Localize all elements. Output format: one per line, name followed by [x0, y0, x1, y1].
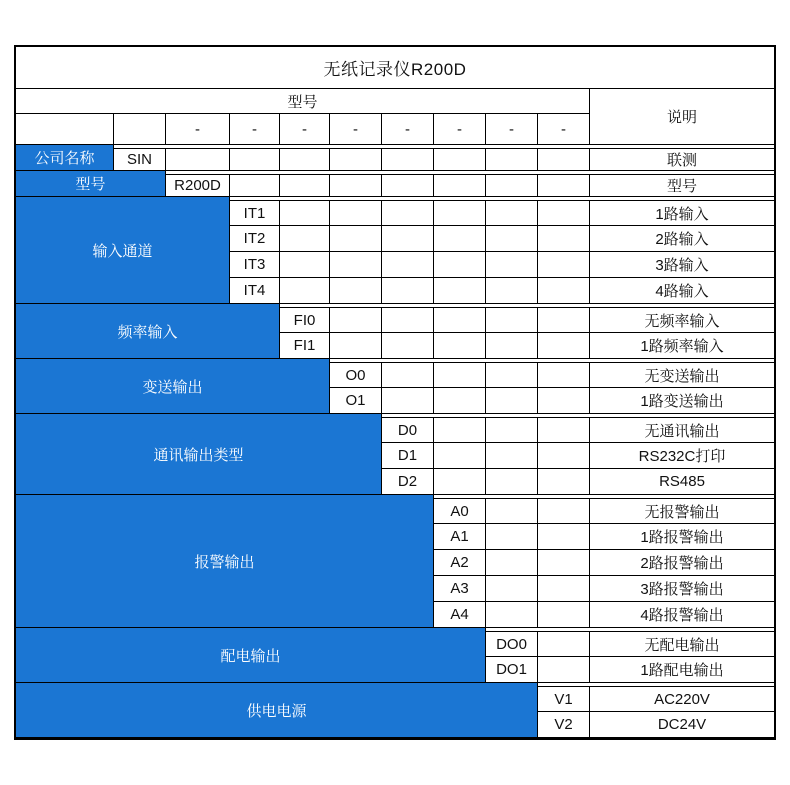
- category-label: 型号: [16, 171, 166, 197]
- description-cell: 联测: [590, 148, 774, 171]
- category-label: 供电电源: [16, 683, 538, 738]
- description-cell: 1路频率输入: [590, 333, 774, 359]
- table-row: [280, 307, 774, 333]
- empty-cell: [434, 226, 486, 252]
- empty-cell: [382, 174, 434, 197]
- empty-cell: [280, 278, 330, 304]
- empty-cell: [434, 200, 486, 226]
- empty-cell: [486, 524, 538, 550]
- empty-cell: [486, 550, 538, 576]
- code-cell: FI1: [280, 333, 330, 359]
- empty-cell: [538, 602, 590, 628]
- empty-cell: [538, 174, 590, 197]
- table-row: [434, 524, 774, 550]
- category-label: 变送输出: [16, 359, 330, 414]
- description-cell: 2路输入: [590, 226, 774, 252]
- description-cell: 4路输入: [590, 278, 774, 304]
- empty-cell: [486, 443, 538, 469]
- empty-cell: [330, 252, 382, 278]
- code-cell: A1: [434, 524, 486, 550]
- table-row: [230, 200, 774, 226]
- empty-cell: [538, 657, 590, 683]
- table-row: [486, 657, 774, 683]
- code-cell: IT3: [230, 252, 280, 278]
- dash-cell: -: [434, 114, 486, 145]
- code-cell: IT4: [230, 278, 280, 304]
- empty-cell: [280, 252, 330, 278]
- empty-cell: [538, 388, 590, 414]
- code-cell: DO1: [486, 657, 538, 683]
- table-row: [434, 550, 774, 576]
- empty-cell: [538, 550, 590, 576]
- model-header: 型号: [16, 89, 590, 114]
- section-rows: [280, 307, 774, 359]
- code-cell: O0: [330, 362, 382, 388]
- section-6: [16, 498, 774, 628]
- empty-cell: [486, 333, 538, 359]
- empty-cell: [280, 226, 330, 252]
- table-row: [486, 631, 774, 657]
- code-cell: V1: [538, 686, 590, 712]
- empty-cell: [280, 200, 330, 226]
- category-label: 输入通道: [16, 197, 230, 304]
- empty-cell: [434, 443, 486, 469]
- dash-cell: -: [166, 114, 230, 145]
- description-cell: 无变送输出: [590, 362, 774, 388]
- code-cell: R200D: [166, 174, 230, 197]
- description-cell: 1路输入: [590, 200, 774, 226]
- description-cell: 无配电输出: [590, 631, 774, 657]
- empty-cell: [538, 333, 590, 359]
- description-cell: 1路变送输出: [590, 388, 774, 414]
- description-cell: 无频率输入: [590, 307, 774, 333]
- sections: [16, 148, 774, 738]
- blank-header-cell: [16, 114, 114, 145]
- empty-cell: [434, 307, 486, 333]
- code-cell: D2: [382, 469, 434, 495]
- empty-cell: [538, 307, 590, 333]
- empty-cell: [434, 148, 486, 171]
- section-rows: [382, 417, 774, 495]
- section-rows: [434, 498, 774, 628]
- empty-cell: [486, 148, 538, 171]
- empty-cell: [382, 226, 434, 252]
- code-cell: O1: [330, 388, 382, 414]
- code-cell: A0: [434, 498, 486, 524]
- code-cell: SIN: [114, 148, 166, 171]
- header-block: [16, 89, 774, 145]
- empty-cell: [330, 148, 382, 171]
- description-cell: 4路报警输出: [590, 602, 774, 628]
- empty-cell: [538, 443, 590, 469]
- empty-cell: [538, 200, 590, 226]
- dash-cell: -: [330, 114, 382, 145]
- section-1: [16, 174, 774, 197]
- dash-cell: -: [486, 114, 538, 145]
- empty-cell: [434, 388, 486, 414]
- empty-cell: [434, 469, 486, 495]
- blank-header-cell: [114, 114, 166, 145]
- section-rows: [230, 200, 774, 304]
- category-label: 配电输出: [16, 628, 486, 683]
- code-cell: D0: [382, 417, 434, 443]
- empty-cell: [330, 333, 382, 359]
- empty-cell: [538, 469, 590, 495]
- table-row: [114, 148, 774, 171]
- empty-cell: [434, 252, 486, 278]
- dash-cell: -: [382, 114, 434, 145]
- empty-cell: [538, 417, 590, 443]
- code-cell: DO0: [486, 631, 538, 657]
- empty-cell: [538, 631, 590, 657]
- description-cell: 3路报警输出: [590, 576, 774, 602]
- empty-cell: [434, 362, 486, 388]
- category-label: 公司名称: [16, 145, 114, 171]
- description-cell: AC220V: [590, 686, 774, 712]
- section-rows: [330, 362, 774, 414]
- empty-cell: [280, 174, 330, 197]
- section-4: [16, 362, 774, 414]
- description-cell: 3路输入: [590, 252, 774, 278]
- empty-cell: [486, 252, 538, 278]
- empty-cell: [382, 333, 434, 359]
- code-cell: FI0: [280, 307, 330, 333]
- table-row: [434, 602, 774, 628]
- dash-cell: -: [230, 114, 280, 145]
- section-0: [16, 148, 774, 171]
- empty-cell: [486, 602, 538, 628]
- empty-cell: [486, 576, 538, 602]
- code-cell: A2: [434, 550, 486, 576]
- empty-cell: [330, 200, 382, 226]
- empty-cell: [166, 148, 230, 171]
- section-rows: [538, 686, 774, 738]
- empty-cell: [330, 307, 382, 333]
- table-row: [434, 498, 774, 524]
- code-cell: D1: [382, 443, 434, 469]
- empty-cell: [538, 362, 590, 388]
- empty-cell: [538, 226, 590, 252]
- section-8: [16, 686, 774, 738]
- description-cell: DC24V: [590, 712, 774, 738]
- table-row: [538, 686, 774, 712]
- empty-cell: [486, 388, 538, 414]
- empty-cell: [486, 226, 538, 252]
- empty-cell: [382, 148, 434, 171]
- empty-cell: [330, 226, 382, 252]
- code-cell: IT2: [230, 226, 280, 252]
- spec-table: [14, 45, 776, 740]
- empty-cell: [434, 417, 486, 443]
- code-cell: IT1: [230, 200, 280, 226]
- table-row: [280, 333, 774, 359]
- code-cell: A3: [434, 576, 486, 602]
- table-row: [538, 712, 774, 738]
- empty-cell: [486, 417, 538, 443]
- section-3: [16, 307, 774, 359]
- empty-cell: [486, 307, 538, 333]
- table-row: [382, 443, 774, 469]
- table-row: [434, 576, 774, 602]
- description-cell: 无报警输出: [590, 498, 774, 524]
- empty-cell: [538, 498, 590, 524]
- empty-cell: [382, 388, 434, 414]
- empty-cell: [382, 362, 434, 388]
- empty-cell: [330, 278, 382, 304]
- empty-cell: [434, 333, 486, 359]
- empty-cell: [486, 469, 538, 495]
- empty-cell: [382, 278, 434, 304]
- dash-cell: -: [280, 114, 330, 145]
- code-cell: A4: [434, 602, 486, 628]
- section-rows: [114, 148, 774, 171]
- empty-cell: [538, 576, 590, 602]
- table-row: [230, 278, 774, 304]
- table-row: [230, 226, 774, 252]
- description-cell: 型号: [590, 174, 774, 197]
- empty-cell: [434, 174, 486, 197]
- empty-cell: [538, 278, 590, 304]
- section-5: [16, 417, 774, 495]
- table-row: [330, 362, 774, 388]
- dash-cell: -: [538, 114, 590, 145]
- table-row: [166, 174, 774, 197]
- category-label: 频率输入: [16, 304, 280, 359]
- description-cell: 2路报警输出: [590, 550, 774, 576]
- description-cell: RS232C打印: [590, 443, 774, 469]
- empty-cell: [230, 174, 280, 197]
- description-cell: 无通讯输出: [590, 417, 774, 443]
- dash-row: [16, 114, 590, 145]
- table-row: [382, 469, 774, 495]
- table-row: [230, 252, 774, 278]
- empty-cell: [382, 200, 434, 226]
- empty-cell: [486, 200, 538, 226]
- empty-cell: [280, 148, 330, 171]
- description-cell: RS485: [590, 469, 774, 495]
- empty-cell: [434, 278, 486, 304]
- section-rows: [486, 631, 774, 683]
- table-title: 无纸记录仪R200D: [16, 47, 774, 89]
- empty-cell: [538, 252, 590, 278]
- empty-cell: [382, 307, 434, 333]
- section-2: [16, 200, 774, 304]
- empty-cell: [382, 252, 434, 278]
- empty-cell: [486, 498, 538, 524]
- empty-cell: [230, 148, 280, 171]
- section-rows: [166, 174, 774, 197]
- empty-cell: [538, 148, 590, 171]
- category-label: 报警输出: [16, 495, 434, 628]
- section-7: [16, 631, 774, 683]
- empty-cell: [538, 524, 590, 550]
- empty-cell: [486, 174, 538, 197]
- description-cell: 1路报警输出: [590, 524, 774, 550]
- empty-cell: [330, 174, 382, 197]
- model-header-block: [16, 89, 590, 145]
- description-header: 说明: [590, 89, 774, 145]
- table-row: [330, 388, 774, 414]
- empty-cell: [486, 278, 538, 304]
- empty-cell: [486, 362, 538, 388]
- table-row: [382, 417, 774, 443]
- category-label: 通讯输出类型: [16, 414, 382, 495]
- code-cell: V2: [538, 712, 590, 738]
- description-cell: 1路配电输出: [590, 657, 774, 683]
